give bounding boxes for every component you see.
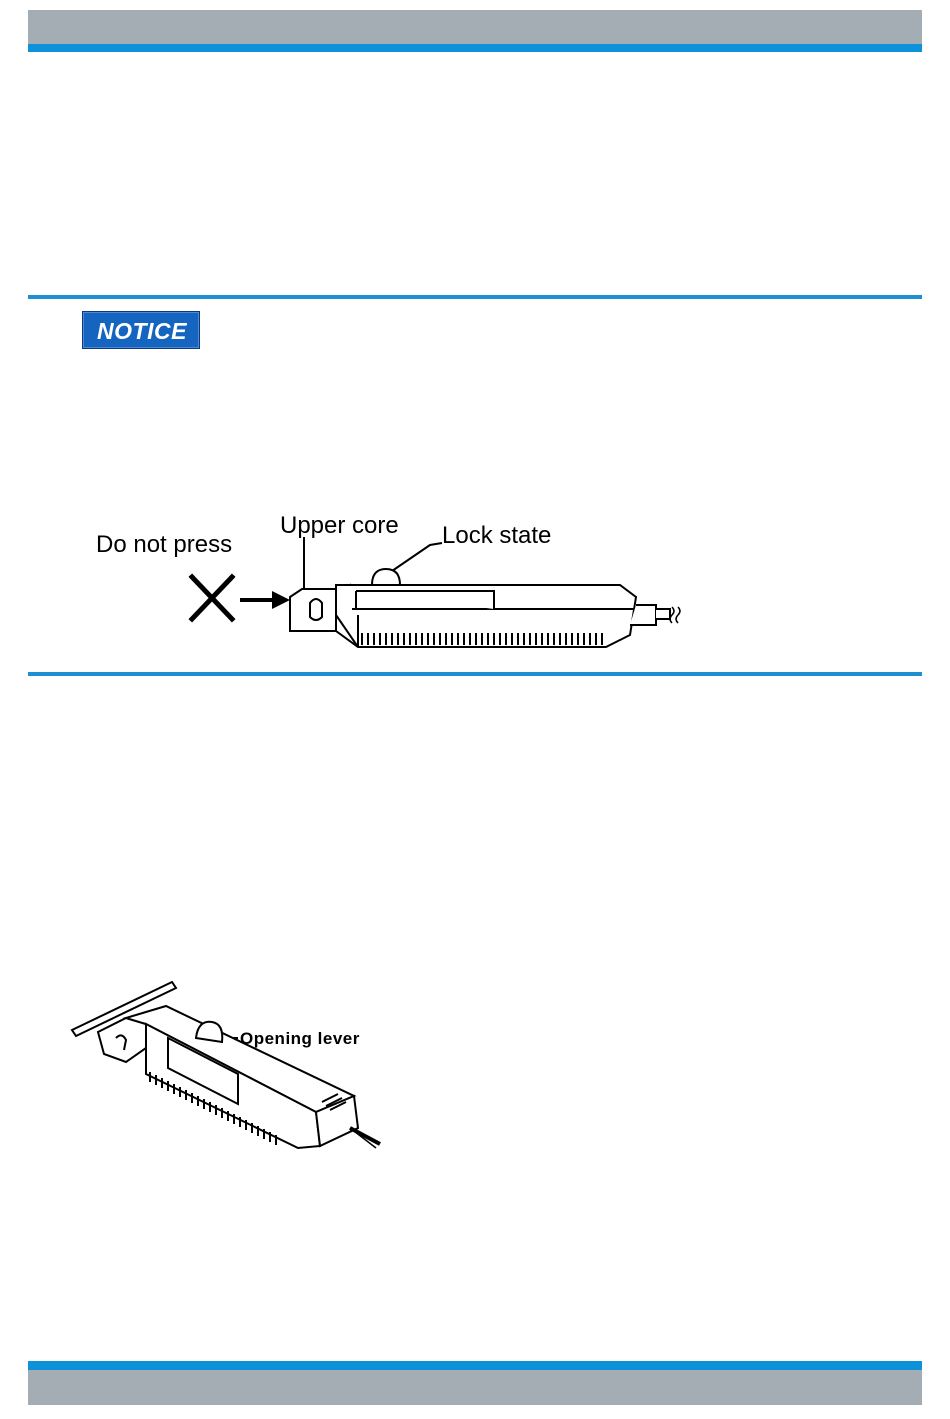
do-not-press-label: Do not press: [96, 531, 233, 558]
cable-break-icon: [670, 607, 680, 623]
page-header-accent-stripe: [28, 44, 922, 52]
clamp-probe-body: [290, 569, 670, 647]
probe-ribbed-grip: [362, 633, 602, 645]
notice-top-rule: [28, 295, 922, 299]
lock-state-leader-line: [392, 543, 442, 571]
notice-label: NOTICE: [97, 318, 187, 344]
opening-lever-drawing: [68, 978, 388, 1153]
press-arrow-icon: [240, 591, 290, 609]
upper-core-label: Upper core: [280, 512, 399, 539]
lock-state-label: Lock state: [442, 522, 552, 549]
notice-badge: [82, 311, 200, 349]
notice-bottom-rule: [28, 672, 922, 676]
page-footer-bar: [28, 1370, 922, 1405]
do-not-press-x-icon: [192, 577, 232, 619]
opening-lever-figure: [68, 978, 388, 1153]
page-footer-accent-stripe: [28, 1361, 922, 1370]
clamp-lock-figure: [90, 505, 700, 665]
clamp-lock-drawing: [90, 505, 700, 665]
page-header-bar: [28, 10, 922, 44]
opening-lever-label: Opening lever: [240, 1029, 360, 1048]
